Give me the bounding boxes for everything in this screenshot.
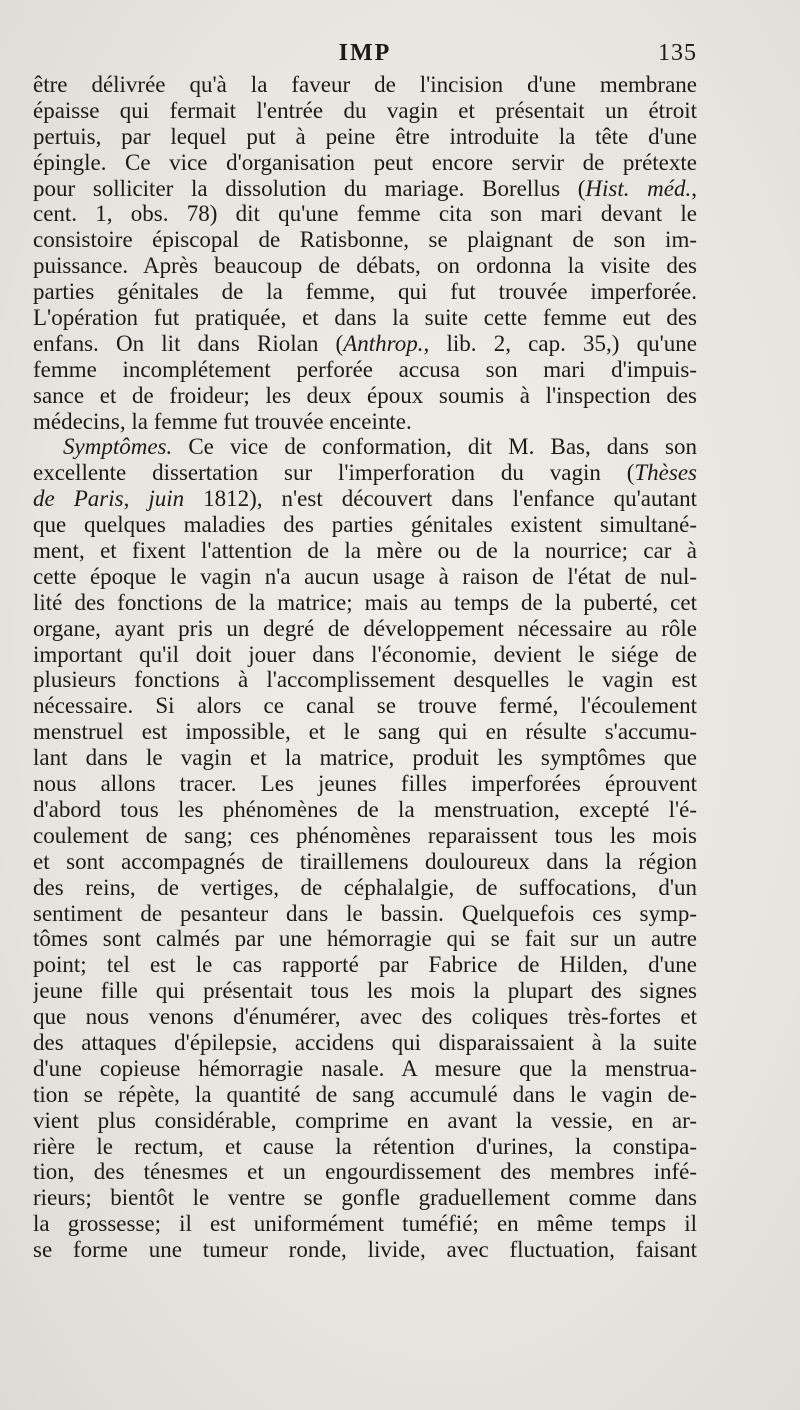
text-line: épaisse qui fermait l'entrée du vagin et présentait un étroit — [33, 97, 697, 123]
text-line: cette époque le vagin n'a aucun usage à raison de l'état de nul- — [33, 563, 697, 589]
text-line: coulement de sang; ces phénomènes reparaissent tous les mois — [33, 822, 697, 848]
page-number: 135 — [658, 40, 697, 66]
text-line: médecins, la femme fut trouvée enceinte. — [33, 408, 412, 434]
text-line: tion, des ténesmes et un engourdissement des membres infé- — [33, 1159, 697, 1185]
text-line: important qu'il doit jouer dans l'économie, devient le siége de — [33, 641, 697, 667]
text-line: jeune fille qui présentait tous les mois la plupart des signes — [33, 978, 697, 1004]
running-title: IMP — [338, 40, 392, 66]
text-line: excellente dissertation sur l'imperforation du vagin (Thèses — [33, 460, 697, 486]
text-line: vient plus considérable, comprime en avant la vessie, en ar- — [33, 1107, 697, 1133]
text-line: L'opération fut pratiquée, et dans la suite cette femme eut des — [33, 305, 697, 331]
text-line: des attaques d'épilepsie, accidens qui disparaissaient à la suite — [33, 1029, 697, 1055]
text-line: d'abord tous les phénomènes de la menstruation, excepté l'é- — [33, 796, 697, 822]
running-head — [33, 40, 697, 68]
text-line: pertuis, par lequel put à peine être introduite la tête d'une — [33, 123, 697, 149]
text-line: femme incomplétement perforée accusa son mari d'impuis- — [33, 356, 697, 382]
text-line: des reins, de vertiges, de céphalalgie, de suffocations, d'un — [33, 874, 697, 900]
text-line: que quelques maladies des parties génitales existent simultané- — [33, 512, 697, 538]
text-line: sance et de froideur; les deux époux soumis à l'inspection des — [33, 382, 697, 408]
text-line: point; tel est le cas rapporté par Fabrice de Hilden, d'une — [33, 952, 697, 978]
text-line: lité des fonctions de la matrice; mais au temps de la puberté, cet — [33, 589, 697, 615]
text-line: ment, et fixent l'attention de la mère ou de la nourrice; car à — [33, 538, 697, 564]
text-line: Symptômes. Ce vice de conformation, dit M. Bas, dans son — [63, 434, 697, 460]
text-line: organe, ayant pris un degré de développement nécessaire au rôle — [33, 615, 697, 641]
body-text — [33, 72, 697, 1263]
text-line: que nous venons d'énumérer, avec des coliques très-fortes et — [33, 1004, 697, 1030]
text-line: tion se répète, la quantité de sang accumulé dans le vagin de- — [33, 1081, 697, 1107]
text-line: se forme une tumeur ronde, livide, avec fluctuation, faisant — [33, 1237, 697, 1263]
text-line: puissance. Après beaucoup de débats, on ordonna la visite des — [33, 253, 697, 279]
text-line: menstruel est impossible, et le sang qui en résulte s'accumu- — [33, 719, 697, 745]
text-line: plusieurs fonctions à l'accomplissement desquelles le vagin est — [33, 667, 697, 693]
text-line: cent. 1, obs. 78) dit qu'une femme cita son mari devant le — [33, 201, 697, 227]
text-line: rière le rectum, et cause la rétention d'urines, la constipa- — [33, 1133, 697, 1159]
text-line: parties génitales de la femme, qui fut trouvée imperforée. — [33, 279, 697, 305]
text-line: rieurs; bientôt le ventre se gonfle graduellement comme dans — [33, 1185, 697, 1211]
text-line: épingle. Ce vice d'organisation peut encore servir de prétexte — [33, 149, 697, 175]
text-line: et sont accompagnés de tiraillemens douloureux dans la région — [33, 848, 697, 874]
text-line: consistoire épiscopal de Ratisbonne, se plaignant de son im- — [33, 227, 697, 253]
text-line: pour solliciter la dissolution du mariage. Borellus (Hist. méd., — [33, 175, 697, 201]
text-line: d'une copieuse hémorragie nasale. A mesure que la menstrua- — [33, 1055, 697, 1081]
text-line: de Paris, juin 1812), n'est découvert dans l'enfance qu'autant — [33, 486, 697, 512]
text-line: enfans. On lit dans Riolan (Anthrop., lib. 2, cap. 35,) qu'une — [33, 330, 697, 356]
text-line: lant dans le vagin et la matrice, produit les symptômes que — [33, 745, 697, 771]
text-line: tômes sont calmés par une hémorragie qui se fait sur un autre — [33, 926, 697, 952]
text-line: sentiment de pesanteur dans le bassin. Quelquefois ces symp- — [33, 900, 697, 926]
text-line: être délivrée qu'à la faveur de l'incision d'une membrane — [33, 72, 697, 97]
text-line: nous allons tracer. Les jeunes filles imperforées éprouvent — [33, 771, 697, 797]
text-line: la grossesse; il est uniformément tuméfié; en même temps il — [33, 1211, 697, 1237]
text-line: nécessaire. Si alors ce canal se trouve fermé, l'écoulement — [33, 693, 697, 719]
